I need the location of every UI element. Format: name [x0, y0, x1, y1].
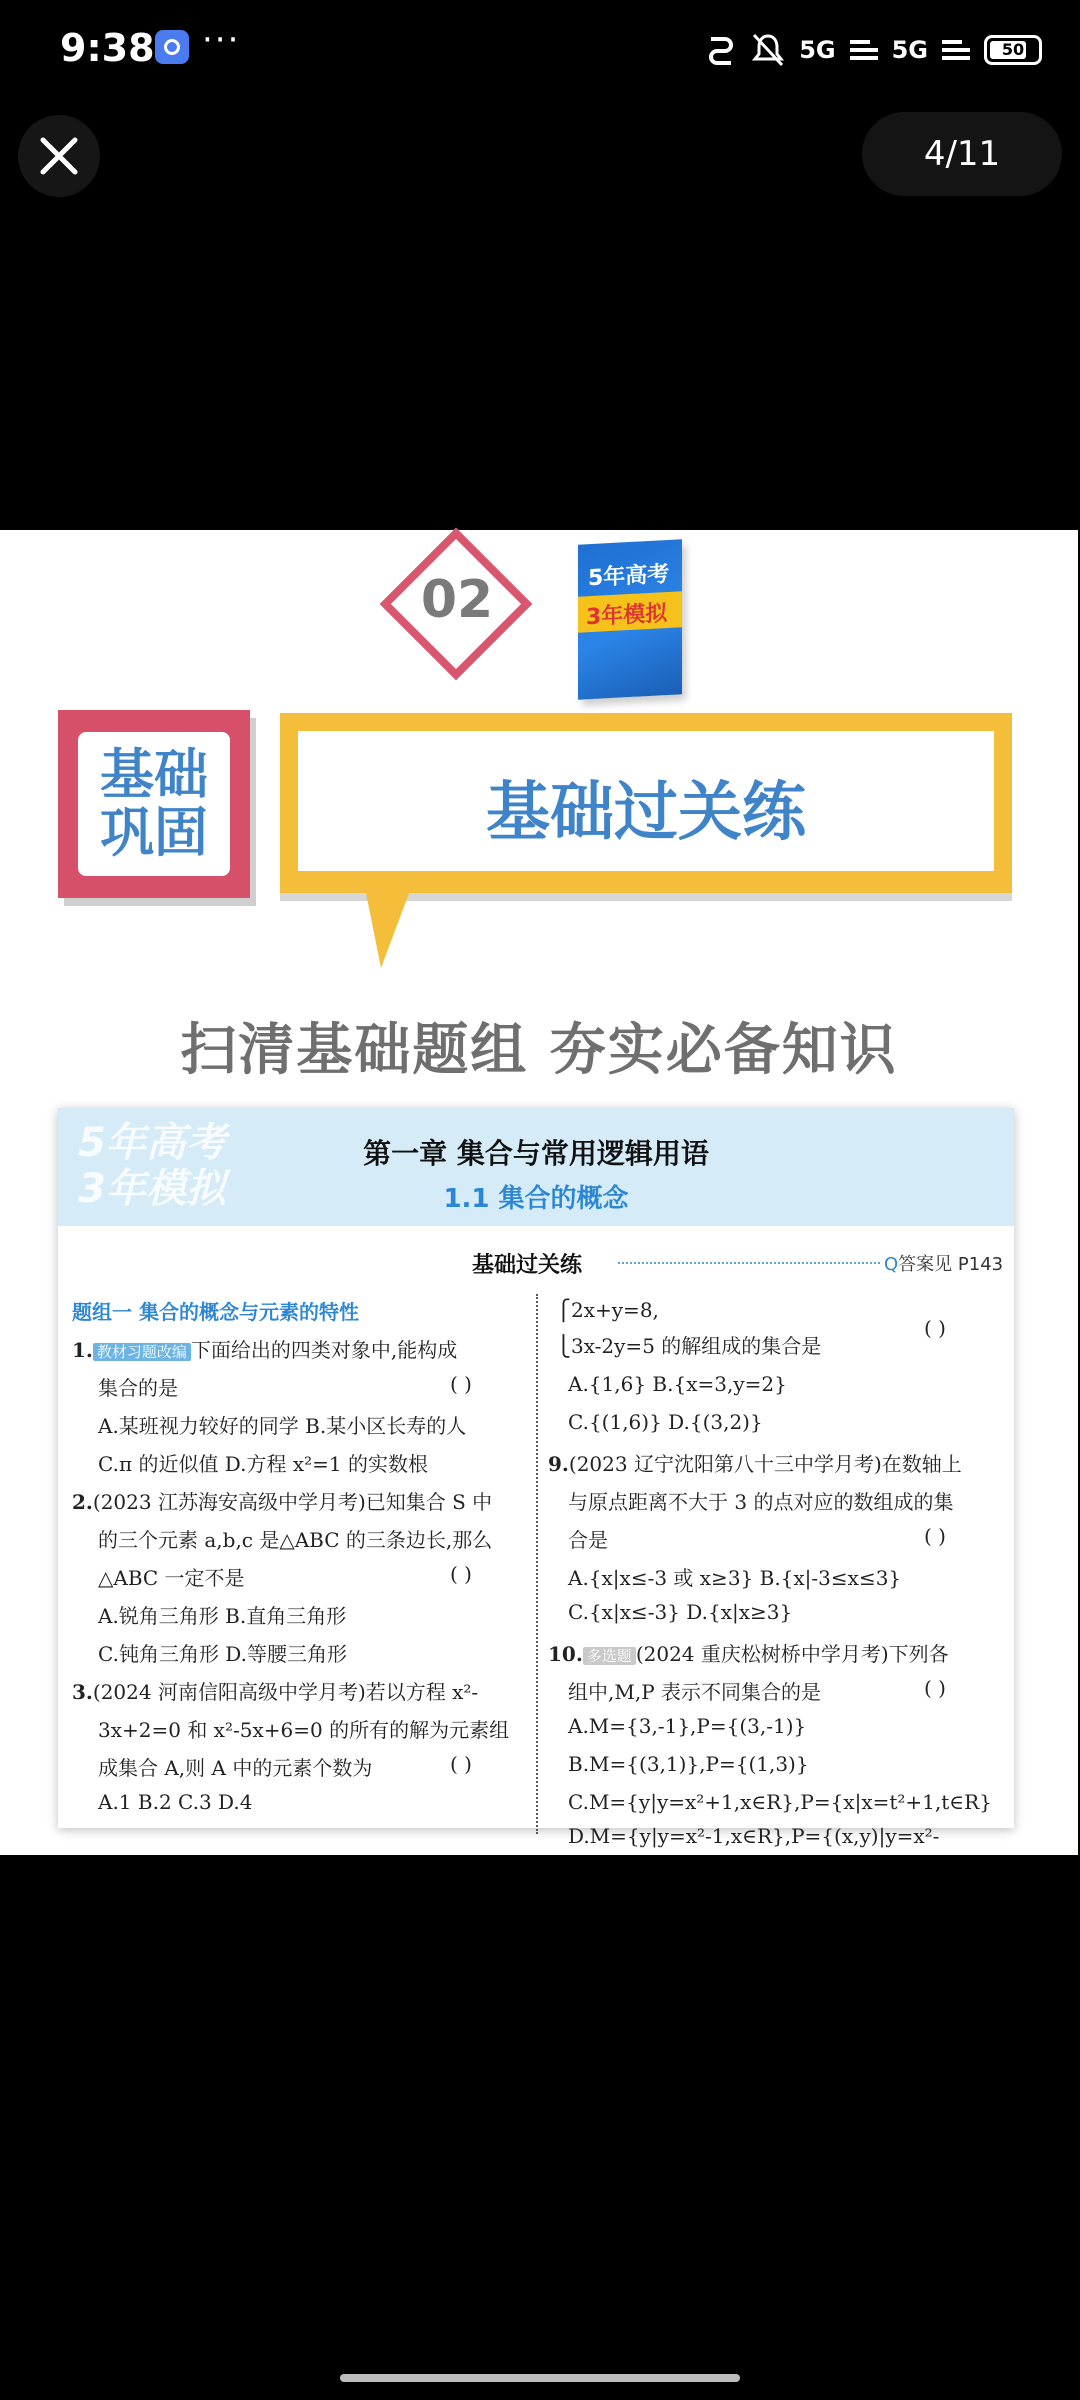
textbook-excerpt: [58, 1108, 1014, 1848]
battery-icon: [984, 35, 1042, 65]
image-counter: 4/11: [862, 112, 1062, 196]
book-cover-image: [578, 539, 682, 699]
home-indicator[interactable]: [340, 2374, 740, 2382]
question-line: 合是: [568, 1528, 608, 1552]
answer-blank: ( ): [450, 1562, 472, 1586]
answer-blank: ( ): [924, 1316, 946, 1340]
signal-bars-icon: [850, 36, 878, 64]
option-line: B.M={(3,1)},P={(1,3)}: [568, 1752, 809, 1776]
status-bar: [0, 0, 1080, 100]
banner-title: 基础过关练: [486, 776, 806, 850]
group-title: 题组一 集合的概念与元素的特性: [72, 1300, 359, 1324]
option-line: A.{1,6} B.{x=3,y=2}: [568, 1372, 787, 1396]
question-line: 成集合 A,则 A 中的元素个数为: [98, 1756, 373, 1780]
question-line: 3.(2024 河南信阳高级中学月考)若以方程 x²-: [72, 1680, 479, 1704]
watermark-line2: 3年模拟: [78, 1166, 226, 1212]
column-divider: [536, 1294, 538, 1834]
exercise-label: 基础过关练: [472, 1253, 583, 1278]
question-line: 组中,M,P 表示不同集合的是: [568, 1680, 822, 1704]
status-time: 9:38: [60, 26, 155, 70]
option-line: C.钝角三角形 D.等腰三角形: [98, 1642, 347, 1666]
option-line: C.M={y|y=x²+1,x∈R},P={x|x=t²+1,t∈R}: [568, 1790, 992, 1814]
question-line: △ABC 一定不是: [98, 1566, 245, 1590]
dotted-leader: [618, 1262, 880, 1264]
question-line: 9.(2023 辽宁沈阳第八十三中学月考)在数轴上: [548, 1452, 962, 1476]
question-line: 10. 多选题 (2024 重庆松树桥中学月考)下列各: [548, 1642, 949, 1666]
option-line: A.1 B.2 C.3 D.4: [98, 1790, 253, 1814]
close-button[interactable]: [18, 115, 100, 197]
question-line: ⎩3x-2y=5 的解组成的集合是: [556, 1334, 822, 1358]
answer-blank: ( ): [924, 1676, 946, 1700]
watermark-line1: 5年高考: [78, 1120, 226, 1166]
banner-box: [280, 713, 1012, 893]
viewed-image[interactable]: [0, 530, 1078, 1855]
option-line: A.{x|x≤-3 或 x≥3} B.{x|-3≤x≤3}: [568, 1566, 902, 1590]
battery-level: 50: [1001, 40, 1025, 59]
signal-5g-2: 5G: [891, 36, 928, 64]
answer-blank: ( ): [924, 1524, 946, 1548]
option-line: A.M={3,-1},P={(3,-1)}: [568, 1714, 807, 1738]
section-tag-line1: 基础: [100, 743, 208, 806]
mute-bell-icon: [751, 32, 785, 68]
search-icon: Q: [884, 1254, 899, 1275]
more-notifications-icon: ···: [202, 20, 241, 60]
question-line: 2.(2023 江苏海安高级中学月考)已知集合 S 中: [72, 1490, 493, 1514]
equation-line: ⎧2x+y=8,: [556, 1298, 659, 1322]
close-icon: [39, 136, 79, 176]
slogan: 扫清基础题组 夯实必备知识: [180, 1018, 898, 1083]
signal-5g-1: 5G: [799, 36, 836, 64]
nfc-icon: [705, 33, 737, 67]
option-line: A.锐角三角形 B.直角三角形: [98, 1604, 347, 1628]
section-tag-line2: 巩固: [100, 801, 208, 864]
option-line: C.{x|x≤-3} D.{x|x≥3}: [568, 1600, 793, 1624]
section-title: 1.1 集合的概念: [443, 1184, 629, 1214]
chapter-title: 第一章 集合与常用逻辑用语: [363, 1137, 709, 1170]
question-line: 3x+2=0 和 x²-5x+6=0 的所有的解为元素组: [98, 1718, 510, 1742]
book-cover-title: 5年高考: [588, 561, 670, 592]
question-line: 集合的是: [98, 1376, 178, 1400]
chapter-header: [58, 1108, 1014, 1226]
answer-blank: ( ): [450, 1752, 472, 1776]
option-line: D.M={y|y=x²-1,x∈R},P={(x,y)|y=x²-: [568, 1824, 940, 1848]
option-line: C.π 的近似值 D.方程 x²=1 的实数根: [98, 1452, 428, 1476]
book-cover-subtitle: 3年模拟: [586, 601, 668, 631]
answer-blank: ( ): [450, 1372, 472, 1396]
option-line: C.{(1,6)} D.{(3,2)}: [568, 1410, 763, 1434]
signal-bars-icon: [942, 36, 970, 64]
status-icons: [705, 30, 1042, 70]
speech-tail: [365, 888, 411, 968]
section-tag-box: [58, 710, 250, 898]
option-line: A.某班视力较好的同学 B.某小区长寿的人: [98, 1414, 467, 1438]
badge-number: 02: [420, 570, 494, 630]
question-line: 与原点距离不大于 3 的点对应的数组成的集: [568, 1490, 954, 1514]
answer-reference: Q答案见 P143: [884, 1254, 1004, 1275]
app-notification-icon: [155, 30, 189, 64]
question-line: 的三个元素 a,b,c 是△ABC 的三条边长,那么: [98, 1528, 493, 1552]
question-line: 1. 教材习题改编 下面给出的四类对象中,能构成: [72, 1338, 458, 1362]
